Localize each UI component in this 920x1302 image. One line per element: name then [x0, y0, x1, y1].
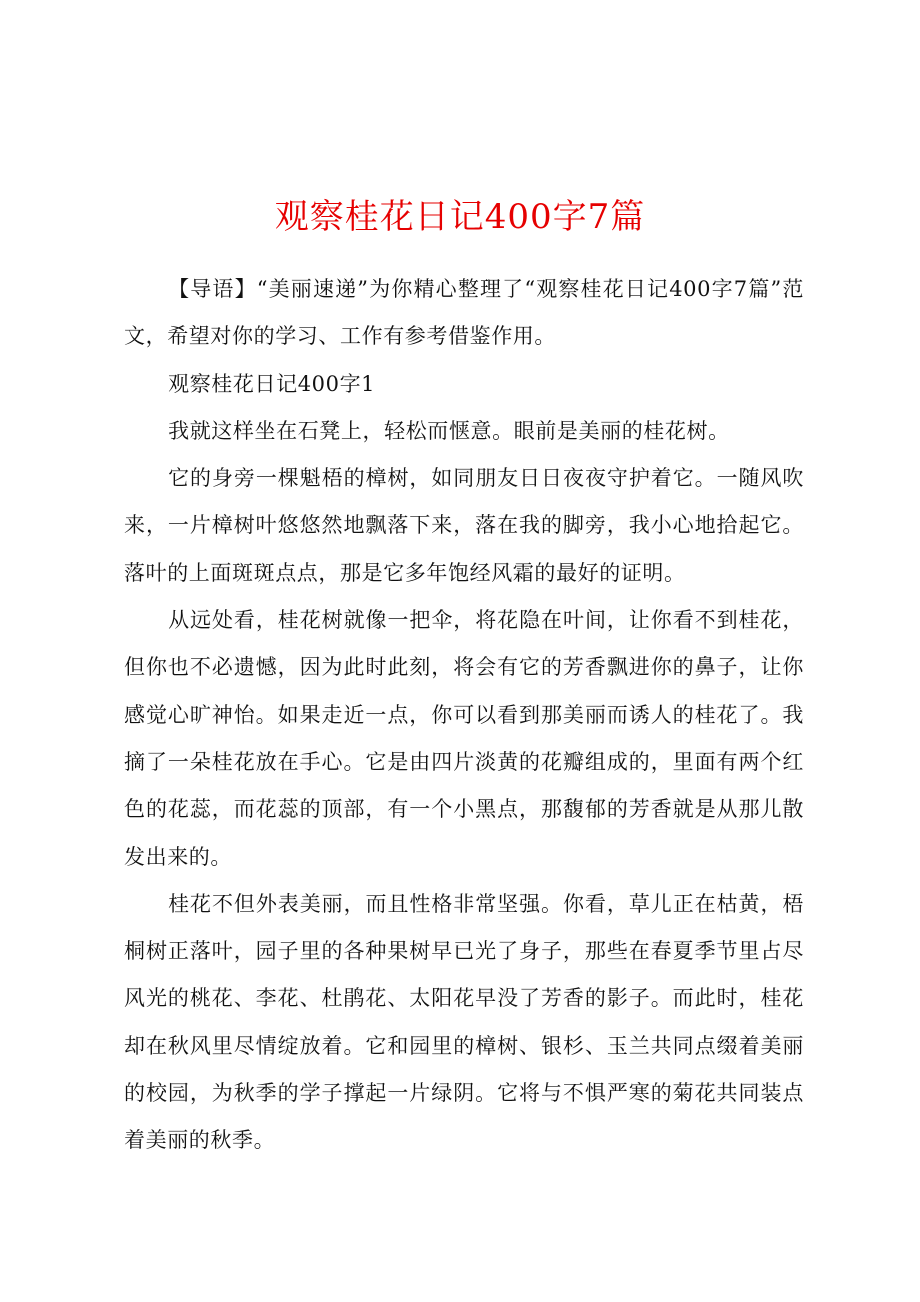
body-paragraph: 它的身旁一棵魁梧的樟树，如同朋友日日夜夜守护着它。一随风吹来，一片樟树叶悠悠然地飘落下来，落在我的脚旁，我小心地拾起它。落叶的上面斑斑点点，那是它多年饱经风霜的最好的证明。 — [124, 466, 804, 585]
body-paragraph: 我就这样坐在石凳上，轻松而惬意。眼前是美丽的桂花树。 — [168, 418, 730, 443]
section-heading: 观察桂花日记400字1 — [168, 371, 376, 396]
body-paragraph: 桂花不但外表美丽，而且性格非常坚强。你看，草儿正在枯黄，梧桐树正落叶，园子里的各种果树早已光了身子，那些在春夏季节里占尽风光的桃花、李花、杜鹃花、太阳花早没了芳香的影子。而此时，桂花却在秋风里尽情绽放着。它和园里的樟树、银杉、玉兰共同点缀着美丽的校园，为秋季的学子撑起一片绿阴。它将与不惧严寒的菊花共同装点着美丽的秋季。 — [124, 891, 804, 1153]
intro-paragraph: 【导语】“美丽速递”为你精心整理了“观察桂花日记400字7篇”范文，希望对你的学习、工作有参考借鉴作用。 — [124, 277, 804, 349]
body-paragraph: 从远处看，桂花树就像一把伞，将花隐在叶间，让你看不到桂花，但你也不必遗憾，因为此时此刻，将会有它的芳香飘进你的鼻子，让你感觉心旷神怡。如果走近一点，你可以看到那美丽而诱人的桂花了。我摘了一朵桂花放在手心。它是由四片淡黄的花瓣组成的，里面有两个红色的花蕊，而花蕊的顶部，有一个小黑点，那馥郁的芳香就是从那儿散发出来的。 — [124, 608, 804, 869]
document-title: 观察桂花日记400字7篇 — [274, 197, 646, 237]
document-body — [124, 266, 804, 1165]
